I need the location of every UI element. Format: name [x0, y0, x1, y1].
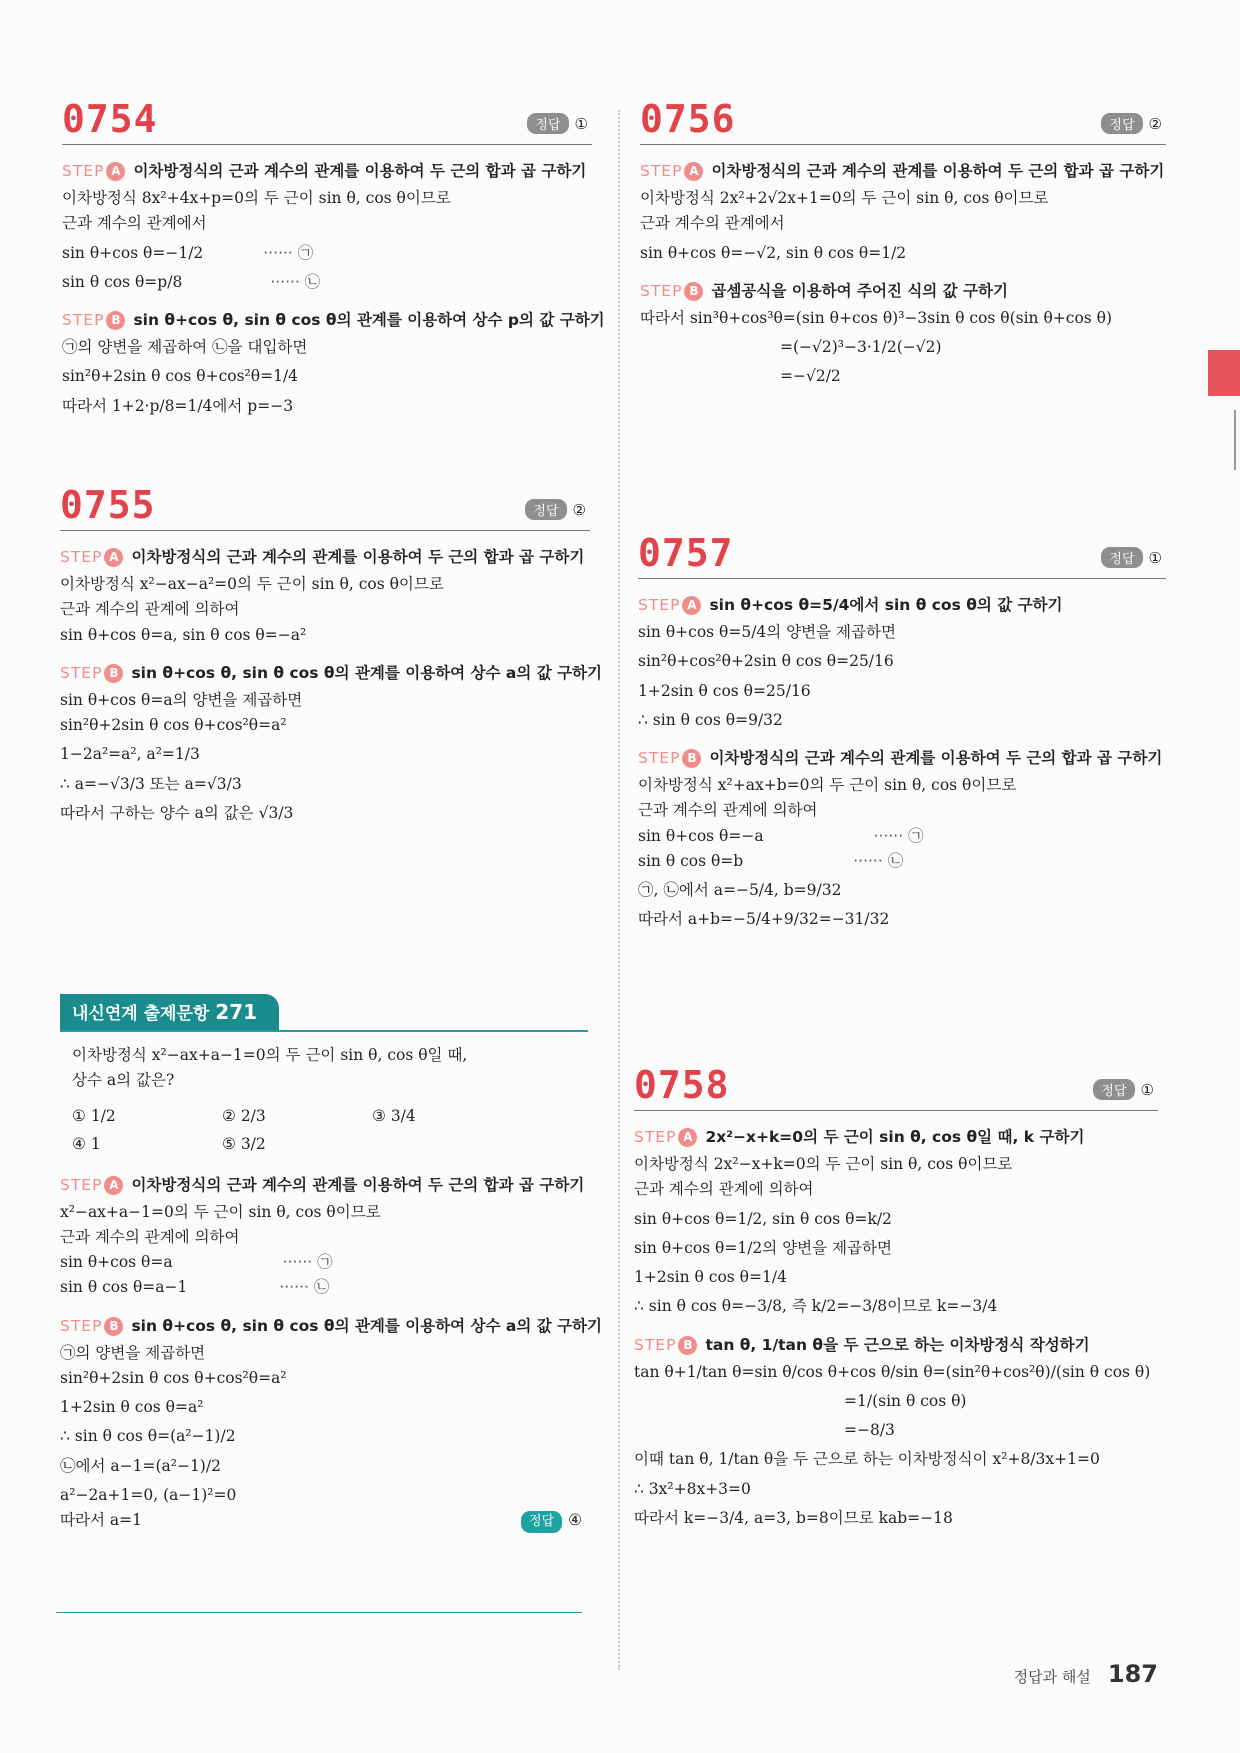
answer-value: ① [574, 115, 588, 133]
equation-line: sin²θ+2sin θ cos θ+cos²θ=a² [60, 716, 287, 734]
problem-header [640, 92, 1166, 145]
chapter-side-tab [1208, 350, 1240, 396]
equation-line: 따라서 a+b=−5/4+9/32=−31/32 [638, 910, 890, 929]
problem-number: 0757 [638, 531, 734, 575]
page-footer [1014, 1660, 1158, 1688]
problem-0755 [60, 478, 603, 825]
page-number: 187 [1107, 1660, 1158, 1688]
related-exam-header [60, 994, 588, 1032]
equation-line: 1+2sin θ cos θ=25/16 [638, 681, 811, 700]
text-line: 따라서 a=1 정답 ④ [60, 1509, 588, 1532]
equation-line: 1+2sin θ cos θ=a² [60, 1398, 204, 1416]
choice: ③ 3/4 [372, 1106, 416, 1125]
step-a-heading: STEP A 이차방정식의 근과 계수의 관계를 이용하여 두 근의 합과 곱 구하기 [62, 162, 587, 180]
text-line: 근과 계수의 관계에서 [640, 214, 785, 233]
side-marks [1234, 410, 1240, 470]
text-line: 이차방정식 2x²−x+k=0의 두 근이 sin θ, cos θ이므로 [634, 1155, 1013, 1173]
answer [1101, 113, 1162, 134]
choice: ④ 1 [72, 1134, 101, 1153]
answer-badge: 정답 [525, 499, 566, 520]
equation-line: sin θ+cos θ=−√2, sin θ cos θ=1/2 [640, 243, 907, 262]
section-bottom-rule [56, 1612, 582, 1613]
equation-line: =−√2/2 [780, 367, 841, 386]
equation-line: ∴ 3x²+8x+3=0 [634, 1479, 751, 1498]
problem-number: 0758 [634, 1063, 730, 1107]
equation-line: =−8/3 [844, 1421, 895, 1439]
text-line: 이차방정식 x²−ax−a²=0의 두 근이 sin θ, cos θ이므로 [60, 575, 444, 593]
equation-line: 이때 tan θ, 1/tan θ을 두 근으로 하는 이차방정식이 x²+8/3x+1=0 [634, 1450, 1100, 1469]
answer [525, 499, 586, 520]
equation-line: sin²θ+cos²θ+2sin θ cos θ=25/16 [638, 652, 894, 671]
problem-0756 [640, 92, 1166, 389]
text-line: 이차방정식 x²+ax+b=0의 두 근이 sin θ, cos θ이므로 [638, 776, 1017, 794]
equation-line: sin θ+cos θ=−a ······ ㉠ [638, 826, 924, 845]
text-line: ㉠의 양변을 제곱하면 [60, 1343, 206, 1362]
equation-line: sin θ+cos θ=a ······ ㉠ [60, 1253, 333, 1271]
choice: ⑤ 3/2 [222, 1134, 266, 1153]
equation-line: 따라서 k=−3/4, a=3, b=8이므로 kab=−18 [634, 1508, 953, 1527]
text-line: 이차방정식 8x²+4x+p=0의 두 근이 sin θ, cos θ이므로 [62, 189, 451, 207]
text-line: sin θ+cos θ=a의 양변을 제곱하면 [60, 690, 303, 709]
equation-line: sin²θ+2sin θ cos θ+cos²θ=a² [60, 1368, 287, 1387]
answer-choices [60, 1107, 588, 1153]
answer-badge: 정답 [521, 1511, 562, 1533]
equation-line: sin θ+cos θ=−1/2 ······ ㉠ [62, 243, 314, 262]
text-line: 따라서 구하는 양수 a의 값은 √3/3 [60, 803, 294, 822]
text-line: x²−ax+a−1=0의 두 근이 sin θ, cos θ이므로 [60, 1202, 381, 1221]
problem-header [638, 526, 1166, 579]
equation-line: ∴ sin θ cos θ=9/32 [638, 710, 783, 729]
related-exam-problem [60, 994, 603, 1532]
text-line: 근과 계수의 관계에 의하여 [60, 1227, 240, 1246]
equation-line: sin θ cos θ=p/8 ······ ㉡ [62, 272, 321, 291]
related-exam-label: 내신연계 출제문항 271 [60, 994, 279, 1030]
problem-number: 0755 [60, 483, 156, 527]
equation-line: sin θ cos θ=a−1 ······ ㉡ [60, 1278, 330, 1297]
step-b-heading: STEP B sin θ+cos θ, sin θ cos θ의 관계를 이용하여 상수 a의 값 구하기 [60, 663, 603, 682]
equation-line: sin θ+cos θ=1/2, sin θ cos θ=k/2 [634, 1209, 892, 1228]
equation-line: =1/(sin θ cos θ) [844, 1391, 967, 1410]
problem-0758 [634, 1058, 1158, 1530]
equation-line: sin θ cos θ=b ······ ㉡ [638, 851, 904, 870]
text-line: 근과 계수의 관계에 의하여 [638, 801, 818, 820]
step-a-heading: STEP A 2x²−x+k=0의 두 근이 sin θ, cos θ일 때, k 구하기 [634, 1128, 1085, 1146]
equation-line: a²−2a+1=0, (a−1)²=0 [60, 1485, 237, 1504]
step-b-heading: STEP B 이차방정식의 근과 계수의 관계를 이용하여 두 근의 합과 곱 구하기 [638, 749, 1163, 767]
answer-value: ④ [568, 1511, 582, 1529]
text-line: 근과 계수의 관계에 의하여 [60, 600, 240, 619]
text-line: 근과 계수의 관계에 의하여 [634, 1180, 814, 1199]
answer-badge: 정답 [1093, 1079, 1134, 1100]
equation-line: ∴ sin θ cos θ=(a²−1)/2 [60, 1427, 236, 1446]
answer-badge: 정답 [527, 113, 568, 134]
text-line: 근과 계수의 관계에서 [62, 214, 207, 233]
choice: ① 1/2 [72, 1106, 116, 1125]
step-a-heading: STEP A 이차방정식의 근과 계수의 관계를 이용하여 두 근의 합과 곱 구하기 [60, 1175, 585, 1194]
equation-line: ㉠, ㉡에서 a=−5/4, b=9/32 [638, 881, 842, 899]
answer-value: ② [1148, 115, 1162, 133]
answer [527, 113, 588, 134]
answer-value: ① [1148, 549, 1162, 567]
answer-value: ① [1140, 1081, 1154, 1099]
equation-line: ∴ a=−√3/3 또는 a=√3/3 [60, 774, 242, 793]
problem-header [60, 478, 590, 531]
equation-line: 따라서 sin³θ+cos³θ=(sin θ+cos θ)³−3sin θ cos θ(sin θ+cos θ) [640, 308, 1113, 327]
step-b-heading: STEP B tan θ, 1/tan θ을 두 근으로 하는 이차방정식 작성하기 [634, 1335, 1090, 1354]
question-text: 이차방정식 x²−ax+a−1=0의 두 근이 sin θ, cos θ일 때, [72, 1046, 468, 1064]
step-b-heading: STEP B 곱셈공식을 이용하여 주어진 식의 값 구하기 [640, 281, 1008, 300]
answer-value: ② [572, 501, 586, 519]
problem-0754 [62, 92, 605, 418]
text-line: 이차방정식 2x²+2√2x+1=0의 두 근이 sin θ, cos θ이므로 [640, 189, 1049, 207]
equation-line: 1+2sin θ cos θ=1/4 [634, 1268, 787, 1286]
problem-header [62, 92, 592, 145]
equation-line: ㉡에서 a−1=(a²−1)/2 [60, 1456, 221, 1475]
equation-line: ∴ sin θ cos θ=−3/8, 즉 k/2=−3/8이므로 k=−3/4 [634, 1297, 998, 1316]
answer [1101, 547, 1162, 568]
equation-line: 1−2a²=a², a²=1/3 [60, 745, 200, 764]
problem-number: 0756 [640, 97, 736, 141]
footer-label: 정답과 해설 [1013, 1668, 1091, 1686]
answer-badge: 정답 [1101, 113, 1142, 134]
equation-line: sin²θ+2sin θ cos θ+cos²θ=1/4 [62, 367, 299, 386]
answer [1093, 1079, 1154, 1100]
equation-line: tan θ+1/tan θ=sin θ/cos θ+cos θ/sin θ=(sin²θ+cos²θ)/(sin θ cos θ) [634, 1362, 1151, 1381]
answer-badge: 정답 [1101, 547, 1142, 568]
equation-line: =(−√2)³−3·1/2(−√2) [780, 338, 942, 356]
problem-number: 0754 [62, 97, 158, 141]
equation-line: 따라서 1+2·p/8=1/4에서 p=−3 [62, 396, 294, 415]
question-text: 상수 a의 값은? [72, 1071, 175, 1090]
step-b-heading: STEP B sin θ+cos θ, sin θ cos θ의 관계를 이용하여 상수 p의 값 구하기 [62, 311, 605, 329]
problem-0757 [638, 526, 1166, 932]
equation-line: sin θ+cos θ=a, sin θ cos θ=−a² [60, 625, 307, 644]
step-a-heading: STEP A 이차방정식의 근과 계수의 관계를 이용하여 두 근의 합과 곱 구하기 [60, 548, 585, 566]
problem-header [634, 1058, 1158, 1111]
step-a-heading: STEP A 이차방정식의 근과 계수의 관계를 이용하여 두 근의 합과 곱 구하기 [640, 162, 1165, 180]
answer [521, 1509, 582, 1533]
text-line: sin θ+cos θ=1/2의 양변을 제곱하면 [634, 1238, 892, 1257]
column-divider [618, 110, 620, 1670]
step-b-heading: STEP B sin θ+cos θ, sin θ cos θ의 관계를 이용하여 상수 a의 값 구하기 [60, 1316, 603, 1335]
choice: ② 2/3 [222, 1106, 266, 1125]
text-line: ㉠의 양변을 제곱하여 ㉡을 대입하면 [62, 338, 308, 356]
text-line: sin θ+cos θ=5/4의 양변을 제곱하면 [638, 623, 896, 641]
step-a-heading: STEP A sin θ+cos θ=5/4에서 sin θ cos θ의 값 구하기 [638, 596, 1063, 614]
